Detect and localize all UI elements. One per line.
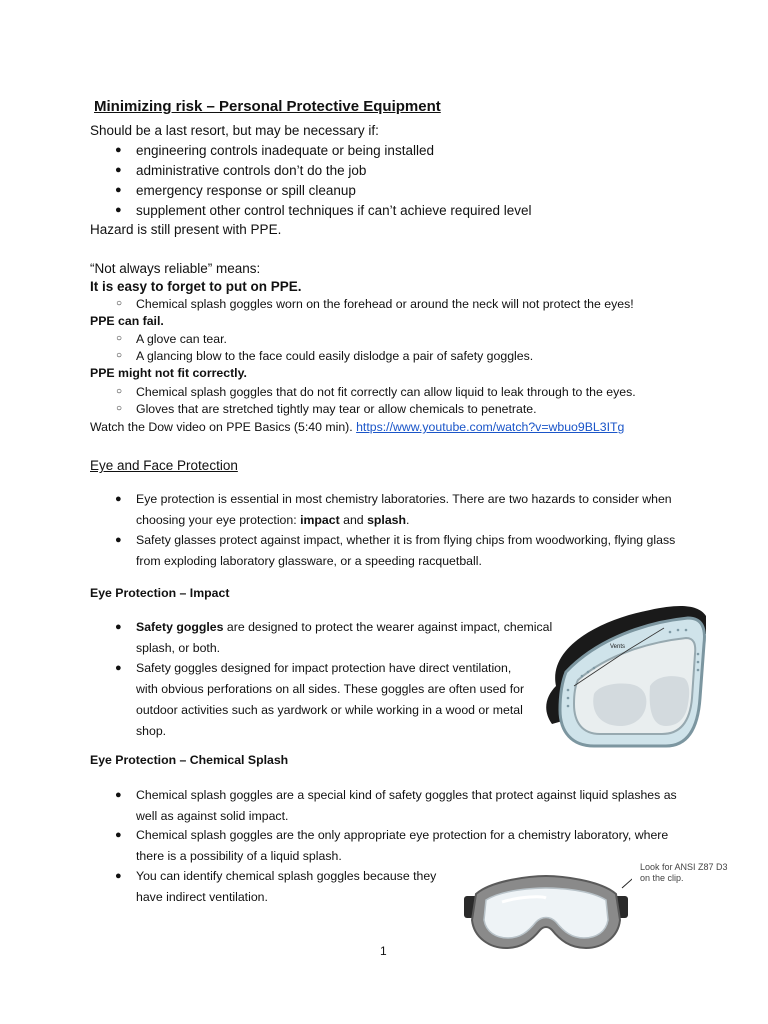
- bullet-icon: ●: [115, 493, 122, 505]
- bullet-icon: ●: [115, 184, 122, 196]
- eye-face-bullet-2: Safety glasses protect against impact, whether it is from flying chips from woodworking, flying glass from exploding laboratory glassware, or a speeding racquetball.: [136, 533, 676, 568]
- reason-item: A glove can tear.: [136, 332, 227, 346]
- watch-text: Watch the Dow video on PPE Basics (5:40 min).: [90, 420, 353, 434]
- text-run-splash: splash: [367, 513, 407, 527]
- intro-bullet-3: emergency response or spill cleanup: [136, 183, 356, 198]
- reason-item: Chemical splash goggles that do not fit correctly can allow liquid to leak through to the eyes.: [136, 385, 636, 399]
- bullet-icon: ●: [115, 534, 122, 546]
- text-run-safety-goggles: Safety goggles: [136, 620, 224, 634]
- reason-heading-fit: PPE might not fit correctly.: [90, 366, 247, 380]
- not-reliable-line: “Not always reliable” means:: [90, 261, 261, 276]
- hazard-line: Hazard is still present with PPE.: [90, 222, 282, 237]
- intro-bullet-2: administrative controls don’t do the job: [136, 163, 367, 178]
- bullet-icon: ●: [115, 164, 122, 176]
- section-heading-splash: Eye Protection – Chemical Splash: [90, 753, 289, 767]
- impact-bullet-1: [136, 617, 564, 659]
- bullet-icon: ●: [115, 204, 122, 216]
- text-run-impact: impact: [300, 513, 340, 527]
- intro-bullet-1: engineering controls inadequate or being installed: [136, 143, 434, 158]
- section-heading-eye-face: Eye and Face Protection: [90, 458, 238, 473]
- bullet-icon: ●: [115, 621, 122, 633]
- text-run: .: [406, 513, 410, 527]
- circle-bullet-icon: ○: [116, 403, 123, 414]
- bullet-icon: ●: [115, 662, 122, 674]
- eye-face-bullet-1: [136, 489, 676, 531]
- circle-bullet-icon: ○: [116, 298, 123, 309]
- reason-heading-forget: It is easy to forget to put on PPE.: [90, 279, 302, 294]
- text-run: are designed to protect the wearer against impact, chemical splash, or both.: [136, 620, 553, 655]
- intro-bullet-4: supplement other control techniques if can’t achieve required level: [136, 203, 532, 218]
- indirect-vent-goggles-image: [462, 868, 632, 950]
- text-run: Eye protection is essential in most chemistry laboratories. There are two hazards to consider when choosing your eye protection:: [136, 492, 672, 527]
- bullet-icon: ●: [115, 144, 122, 156]
- bullet-icon: ●: [115, 789, 122, 801]
- circle-bullet-icon: ○: [116, 350, 123, 361]
- impact-bullet-2: Safety goggles designed for impact protection have direct ventilation, with obvious perforations on all sides. These goggles are often used for outdoor activities such as yardwork or while working in a wood or metal shop.: [136, 661, 525, 738]
- direct-vent-goggles-image: [538, 598, 708, 750]
- splash-bullet-2: Chemical splash goggles are the only appropriate eye protection for a chemistry laboratory, where there is a possibility of a liquid splash.: [136, 828, 669, 863]
- text-run: and: [339, 513, 368, 527]
- splash-bullet-1: Chemical splash goggles are a special kind of safety goggles that protect against liquid splashes as well as against solid impact.: [136, 788, 677, 823]
- reason-heading-fail: PPE can fail.: [90, 314, 164, 328]
- bullet-icon: ●: [115, 870, 122, 882]
- reason-item: Gloves that are stretched tightly may tear or allow chemicals to penetrate.: [136, 402, 537, 416]
- intro-text: Should be a last resort, but may be necessary if:: [90, 123, 379, 138]
- section-heading-impact: Eye Protection – Impact: [90, 586, 230, 600]
- page-title: Minimizing risk – Personal Protective Equipment: [94, 98, 441, 115]
- page-number: 1: [380, 944, 387, 958]
- ansi-annotation: Look for ANSI Z87 D3 on the clip.: [640, 862, 728, 883]
- circle-bullet-icon: ○: [116, 386, 123, 397]
- video-link[interactable]: https://www.youtube.com/watch?v=wbuo9BL3ITg: [356, 420, 625, 434]
- reason-item: Chemical splash goggles worn on the forehead or around the neck will not protect the eyes!: [136, 297, 634, 311]
- reason-item: A glancing blow to the face could easily dislodge a pair of safety goggles.: [136, 349, 534, 363]
- watch-line: [90, 419, 624, 436]
- vents-label: Vents: [610, 644, 626, 650]
- splash-bullet-3: You can identify chemical splash goggles because they have indirect ventilation.: [136, 869, 437, 904]
- bullet-icon: ●: [115, 829, 122, 841]
- circle-bullet-icon: ○: [116, 333, 123, 344]
